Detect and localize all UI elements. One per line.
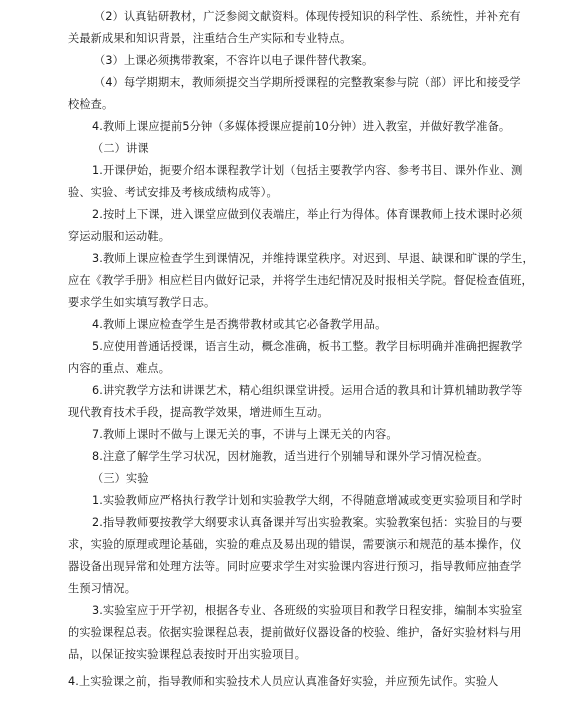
text-line: 器设备出现异常和处理方法等。同时应要求学生对实验课内容进行预习，指导教师应抽查学	[68, 560, 522, 573]
text-line: 3.实验室应于开学初，根据各专业、各班级的实验项目和教学日程安排，编制本实验室	[92, 604, 523, 617]
text-line: 2.按时上下课，进入课堂应做到仪表端庄，举止行为得体。体育课教师上技术课时必须	[92, 208, 523, 221]
text-line: 1.实验教师应严格执行教学计划和实验教学大纲，不得随意增减或变更实验项目和学时	[92, 494, 523, 507]
text-line: 校检查。	[68, 98, 114, 111]
text-line: 要求学生如实填写教学日志。	[68, 296, 216, 309]
text-line: 品，以保证按实验课程总表按时开出实验项目。	[68, 648, 307, 661]
text-line: 6.讲究教学方法和讲课艺术，精心组织课堂讲授。运用合适的教具和计算机辅助教学等	[92, 384, 523, 397]
text-line: 现代教育技术手段，提高教学效果，增进师生互动。	[68, 406, 329, 419]
section-heading: （三）实验	[92, 472, 149, 485]
text-line: 5.应使用普通话授课，语言生动，概念准确，板书工整。教学目标明确并准确把握教学	[92, 340, 523, 353]
text-line: 4.上实验课之前，指导教师和实验技术人员应认真准备好实验，并应预先试作。实验人	[68, 675, 499, 688]
section-heading: （二）讲课	[92, 142, 149, 155]
text-line: 7.教师上课时不做与上课无关的事，不讲与上课无关的内容。	[92, 428, 398, 441]
text-line: 8.注意了解学生学习状况，因材施教，适当进行个别辅导和课外学习情况检查。	[92, 450, 489, 463]
text-line: 1.开课伊始，扼要介绍本课程教学计划（包括主要教学内容、参考书目、课外作业、测	[92, 164, 523, 177]
text-line: （4）每学期期末，教师须提交当学期所授课程的完整教案参与院（部）评比和接受学	[94, 76, 521, 89]
text-line: 4.教师上课应检查学生是否携带教材或其它必备教学用品。	[92, 318, 387, 331]
text-line: 生预习情况。	[68, 582, 137, 595]
text-line: 4.教师上课应提前5分钟（多媒体授课应提前10分钟）进入教室，并做好教学准备。	[92, 120, 511, 133]
text-line: 内容的重点、难点。	[68, 362, 171, 375]
text-line: 2.指导教师要按教学大纲要求认真备课并写出实验教案。实验教案包括：实验目的与要	[92, 516, 523, 529]
text-line: （3）上课必须携带教案，不容许以电子课件替代教案。	[94, 54, 374, 67]
text-line: 求，实验的原理或理论基础，实验的难点及易出现的错误，需要演示和规范的基本操作，仪	[68, 538, 522, 551]
text-line: （2）认真钻研教材，广泛参阅文献资料。体现传授知识的科学性、系统性，并补充有	[94, 10, 521, 23]
text-line: 应在《教学手册》相应栏目内做好记录，并将学生违纪情况及时报相关学院。督促检查值班，	[68, 274, 533, 287]
text-line: 穿运动服和运动鞋。	[68, 230, 171, 243]
text-line: 3.教师上课应检查学生到课情况，并维持课堂秩序。对迟到、早退、缺课和旷课的学生，	[92, 252, 534, 265]
text-line: 关最新成果和知识背景，注重结合生产实际和专业特点。	[68, 32, 352, 45]
text-line: 验、实验、考试安排及考核成绩构成等）。	[68, 186, 278, 199]
text-line: 的实验课程总表。依据实验课程总表，提前做好仪器设备的校验、维护，备好实验材料与用	[68, 626, 522, 639]
